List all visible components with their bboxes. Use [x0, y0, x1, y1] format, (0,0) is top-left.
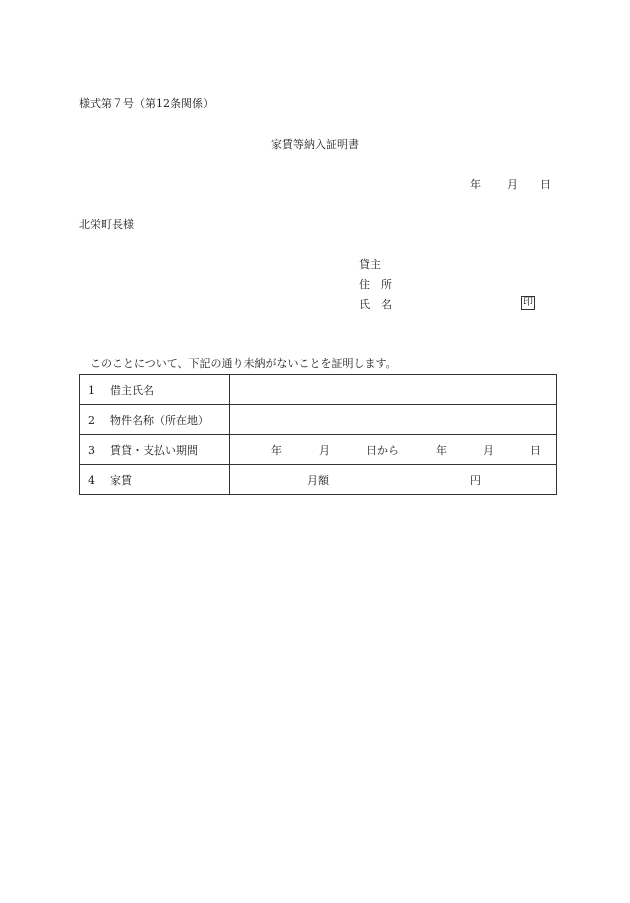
row-number: 1 — [88, 383, 95, 397]
period-to-day: 日 — [530, 443, 541, 457]
period-from-year: 年 — [271, 443, 282, 457]
row-number: 2 — [88, 413, 95, 427]
row-label-cell — [80, 435, 230, 465]
row-number: 4 — [88, 473, 95, 487]
document-title: 家賃等納入証明書 — [271, 138, 359, 151]
certification-statement: このことについて、下記の通り未納がないことを証明します。 — [90, 357, 397, 370]
row-label-cell — [80, 465, 230, 495]
rent-monthly-label: 月額 — [307, 473, 329, 487]
table-row — [80, 375, 557, 405]
tenant-name-field[interactable] — [230, 375, 557, 405]
date-day-label: 日 — [540, 178, 551, 191]
row-label: 賃貸・支払い期間 — [110, 443, 198, 457]
period-from-day: 日から — [366, 443, 399, 457]
rent-field[interactable] — [230, 465, 557, 495]
certificate-table — [79, 374, 557, 495]
date-month-label: 月 — [507, 178, 518, 191]
seal-mark: 印 — [523, 297, 533, 308]
period-to-month: 月 — [483, 443, 494, 457]
form-number: 様式第７号（第12条関係） — [79, 97, 214, 110]
row-label: 借主氏名 — [110, 383, 154, 397]
table-row — [80, 465, 557, 495]
table-row — [80, 405, 557, 435]
lessor-label: 貸主 — [359, 258, 381, 271]
rent-currency: 円 — [470, 473, 481, 487]
row-label-cell — [80, 375, 230, 405]
period-from-month: 月 — [319, 443, 330, 457]
date-year-label: 年 — [470, 178, 481, 191]
row-label: 家賃 — [110, 473, 132, 487]
row-number: 3 — [88, 443, 95, 457]
row-label-cell — [80, 405, 230, 435]
property-name-field[interactable] — [230, 405, 557, 435]
lessor-name-label: 氏 名 — [359, 298, 392, 311]
rental-period-field[interactable] — [230, 435, 557, 465]
addressee: 北栄町長様 — [79, 218, 134, 231]
period-to-year: 年 — [436, 443, 447, 457]
lessor-address-label: 住 所 — [359, 278, 392, 291]
row-label: 物件名称（所在地） — [110, 413, 209, 427]
table-row — [80, 435, 557, 465]
